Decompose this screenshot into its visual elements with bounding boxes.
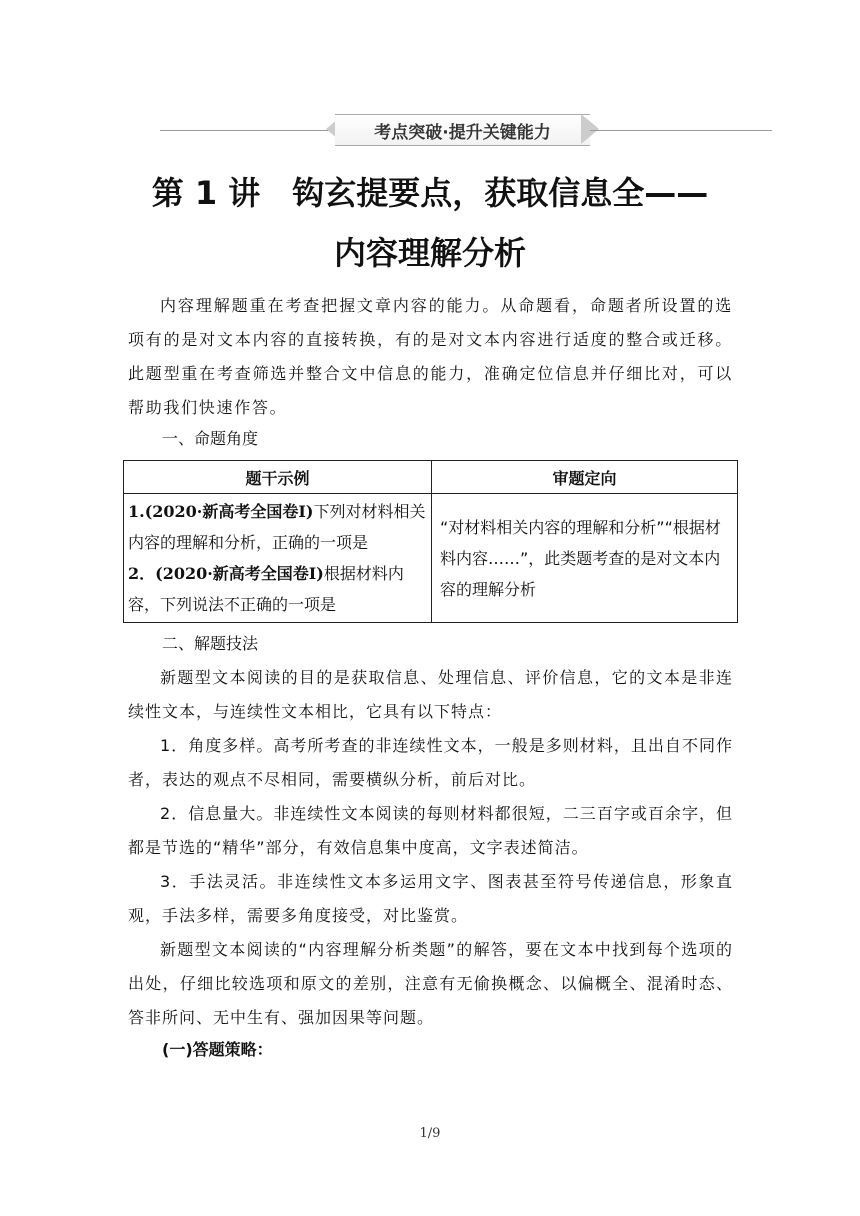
intro-paragraph: 内容理解题重在考查把握文章内容的能力。从命题看，命题者所设置的选项有的是对文本内容的直接转换，有的是对文本内容进行适度的整合或迁移。此题型重在考查筛选并整合文中信息的能力，准确定位信息并仔细比对，可以帮助我们快速作答。: [128, 296, 733, 417]
paragraph-feature-2: 2．信息量大。非连续性文本阅读的每则材料都很短，二三百字或百余字，但都是节选的“精华”部分，有效信息集中度高，文字表述简洁。: [128, 804, 733, 857]
section-heading-angles: 一、命题角度: [162, 429, 259, 448]
paragraph-answering-method: 新题型文本阅读的“内容理解分析类题”的解答，要在文本中找到每个选项的出处，仔细比较选项和原文的差别，注意有无偷换概念、以偏概全、混淆时态、答非所问、无中生有、强加因果等问题。: [128, 940, 733, 1027]
table-header-row: [124, 461, 738, 494]
lesson-subtitle: 内容理解分析: [333, 234, 526, 272]
page-number: 1/9: [419, 1126, 441, 1141]
table-row: [124, 494, 738, 623]
section-heading-techniques: 二、解题技法: [162, 634, 259, 653]
banner-cap-right-icon: [581, 114, 599, 144]
question-text-1: 下列对材料相关内容的理解和分析，正确的一项是: [128, 502, 426, 552]
paragraph-features-intro: 新题型文本阅读的目的是获取信息、处理信息、评价信息，它的文本是非连续性文本，与连续性文本相比，它具有以下特点：: [128, 668, 733, 721]
table-cell-examples: [124, 494, 432, 623]
section-banner: [160, 112, 772, 148]
strategy-heading: (一)答题策略：: [162, 1040, 273, 1059]
lesson-title: 第 1 讲 钩玄提要点，获取信息全——: [151, 174, 709, 212]
paragraph-feature-1: 1．角度多样。高考所考查的非连续性文本，一般是多则材料，且出自不同作者，表达的观点不尽相同，需要横纵分析，前后对比。: [128, 736, 733, 789]
paragraph-feature-3: 3．手法灵活。非连续性文本多运用文字、图表甚至符号传递信息，形象直观，手法多样，需要多角度接受，对比鉴赏。: [128, 872, 733, 925]
banner-rule-left: [160, 130, 335, 131]
table-header-examples: 题干示例: [124, 461, 432, 494]
question-source-1: 1.(2020·新高考全国卷Ⅰ): [128, 502, 314, 521]
question-source-2: 2．(2020·新高考全国卷Ⅰ): [128, 564, 324, 583]
table-cell-direction: “对材料相关内容的理解和分析”“根据材料内容……”，此类题考查的是对文本内容的理解分析: [432, 494, 738, 623]
question-angle-table: [123, 460, 738, 623]
banner-rule-right: [590, 130, 772, 131]
banner-label: 考点突破·提升关键能力: [335, 114, 590, 146]
question-text-2: 根据材料内容，下列说法不正确的一项是: [128, 564, 404, 614]
table-header-direction: 审题定向: [432, 461, 738, 494]
